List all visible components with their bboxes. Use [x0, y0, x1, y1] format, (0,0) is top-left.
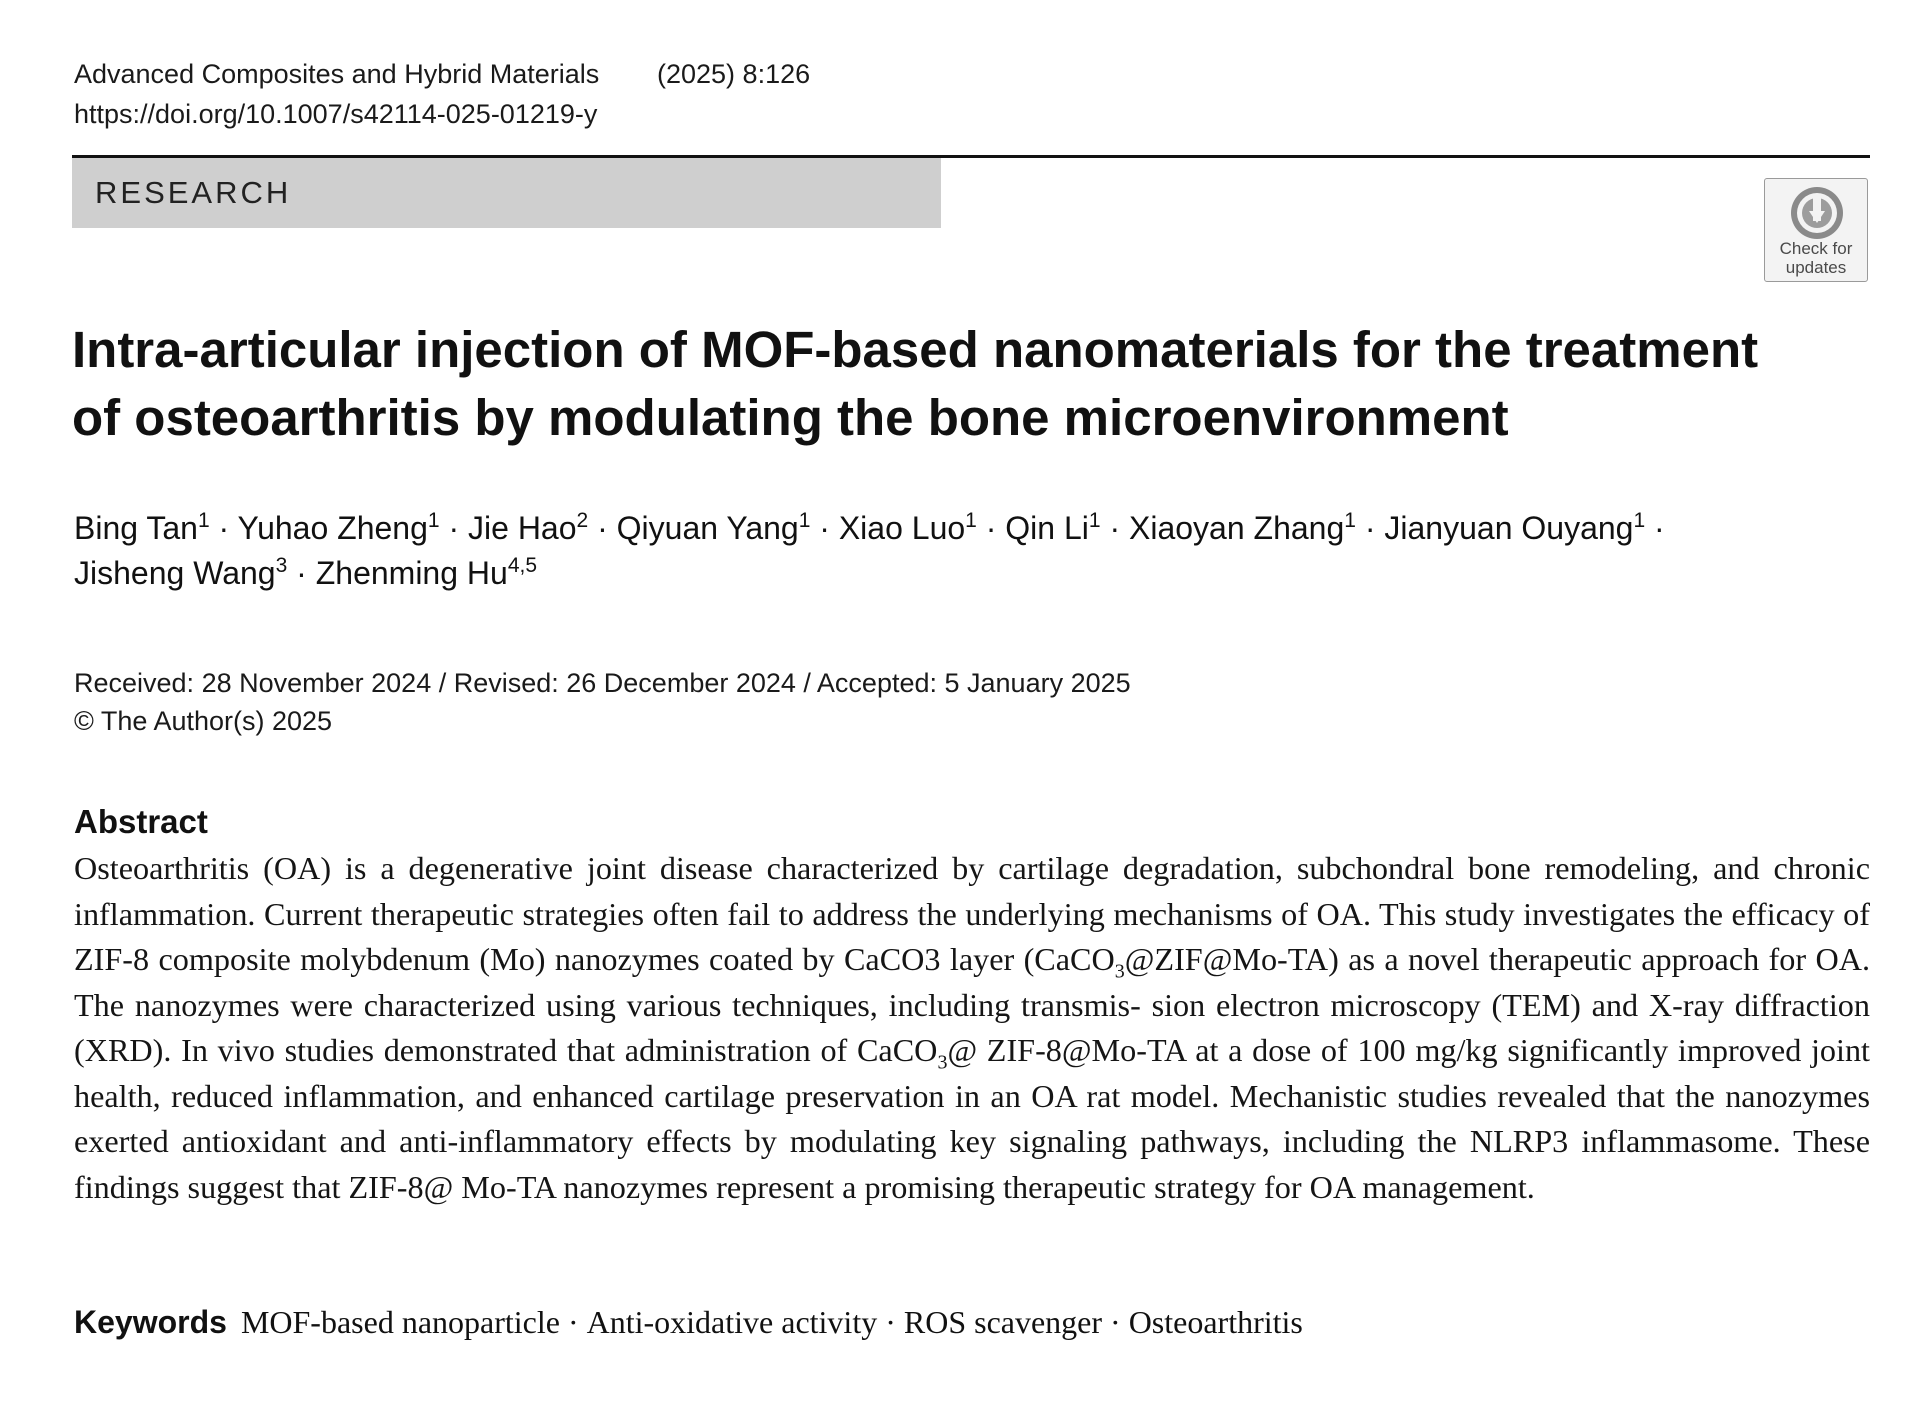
abstract-subscript-1: 3	[1114, 960, 1125, 983]
author	[1129, 510, 1356, 546]
check-badge-line2: updates	[1785, 258, 1847, 277]
section-label: RESEARCH	[95, 175, 292, 210]
journal-name: Advanced Composites and Hybrid Materials	[74, 59, 600, 89]
copyright-line: © The Author(s) 2025	[74, 706, 333, 736]
keyword: Anti-oxidative activity	[586, 1304, 878, 1340]
author-affiliation: 1	[965, 509, 977, 532]
article-title	[72, 316, 1812, 452]
author-separator: ·	[810, 510, 839, 546]
author-affiliation: 1	[427, 509, 440, 532]
author-affiliation: 1	[197, 509, 210, 532]
abstract-text-part2: @ZIF@Mo-TA) as a novel therapeutic approach for OA. The nanozymes were characterized using various techniques, including transmis- sion electron microscopy (TEM) and X-ray diffraction (XRD). In vivo studies demonstrated that administration of CaCO	[74, 941, 1870, 1068]
keyword-separator: ·	[1110, 1304, 1121, 1340]
author-separator: ·	[1645, 510, 1665, 546]
section-label-band	[72, 158, 941, 228]
abstract-text	[74, 846, 1870, 1210]
author-name: Xiaoyan Zhang	[1129, 510, 1345, 546]
author-name: Yuhao Zheng	[237, 510, 428, 546]
author-separator: ·	[209, 510, 238, 546]
author	[1005, 510, 1100, 546]
author	[468, 510, 588, 546]
author-affiliation: 3	[275, 554, 288, 577]
doi-link[interactable]: https://doi.org/10.1007/s42114-025-01219-y	[74, 99, 598, 129]
check-for-updates-badge[interactable]	[1764, 178, 1868, 282]
keyword-separator: ·	[885, 1304, 896, 1340]
author-list	[74, 506, 1874, 596]
history-dates: Received: 28 November 2024 / Revised: 26 December 2024 / Accepted: 5 January 2025	[74, 668, 1131, 698]
crossmark-icon	[1789, 185, 1845, 241]
title-line-1: Intra-articular injection of MOF-based nanomaterials for the treatment	[72, 321, 1759, 378]
author-name: Qiyuan Yang	[616, 510, 799, 546]
abstract-text-part1: Osteoarthritis (OA) is a degenerative joint disease characterized by cartilage degradation, subchondral bone remodeling, and chronic inflammation. Current therapeutic strategies often fail to address the underlying mechanisms of OA. This study investigates the efficacy of ZIF-8 composite molybdenum (Mo) nanozymes coated by CaCO3 layer (CaCO	[74, 850, 1870, 977]
author-name: Xiao Luo	[838, 510, 966, 546]
journal-citation: (2025) 8:126	[657, 59, 811, 89]
author	[74, 510, 210, 546]
check-badge-line1: Check for	[1779, 239, 1853, 258]
keywords-label: Keywords	[74, 1304, 227, 1340]
author-affiliation: 1	[1344, 509, 1356, 532]
author-separator: ·	[588, 510, 617, 546]
keyword: MOF-based nanoparticle	[240, 1304, 560, 1340]
check-for-updates-label	[1765, 239, 1867, 277]
title-line-2: of osteoarthritis by modulating the bone microenvironment	[72, 389, 1509, 446]
keywords-items	[241, 1304, 1303, 1340]
author	[617, 510, 811, 546]
author-name: Bing Tan	[74, 510, 198, 546]
journal-citation-row	[74, 54, 810, 94]
author-separator: ·	[976, 510, 1006, 546]
author-separator: ·	[1355, 510, 1385, 546]
author-separator: ·	[287, 555, 316, 591]
author-separator: ·	[439, 510, 469, 546]
author-name: Zhenming Hu	[315, 555, 508, 591]
author-name: Qin Li	[1005, 510, 1089, 546]
author-affiliation: 1	[798, 509, 811, 532]
author	[839, 510, 977, 546]
journal-meta	[74, 54, 810, 134]
author-affiliation: 4,5	[507, 554, 538, 577]
abstract-heading: Abstract	[74, 803, 208, 840]
author	[74, 555, 287, 591]
keyword-separator: ·	[567, 1304, 579, 1340]
abstract-text-part3: @ ZIF-8@Mo-TA at a dose of 100 mg/kg significantly improved joint health, reduced inflammation, and enhanced cartilage preservation in an OA rat model. Mechanistic studies revealed that the nanozymes exerted antioxidant and anti-inflammatory effects by modulating key signaling pathways, including the NLRP3 inflammasome. These findings suggest that ZIF-8@ Mo-TA nanozymes represent a promising therapeutic strategy for OA management.	[74, 1032, 1871, 1205]
author-name: Jianyuan Ouyang	[1384, 510, 1634, 546]
author-name: Jisheng Wang	[74, 555, 276, 591]
author	[238, 510, 440, 546]
keyword: Osteoarthritis	[1128, 1304, 1303, 1340]
abstract-subscript-2: 3	[937, 1051, 948, 1074]
author	[1384, 510, 1645, 546]
author	[316, 555, 537, 591]
keyword: ROS scavenger	[903, 1304, 1103, 1340]
author-affiliation: 1	[1088, 509, 1101, 532]
author-affiliation: 2	[576, 509, 589, 532]
keywords-line	[74, 1300, 1303, 1344]
author-name: Jie Hao	[468, 510, 577, 546]
publication-dates	[74, 664, 1131, 740]
author-separator: ·	[1100, 510, 1129, 546]
author-affiliation: 1	[1633, 509, 1646, 532]
